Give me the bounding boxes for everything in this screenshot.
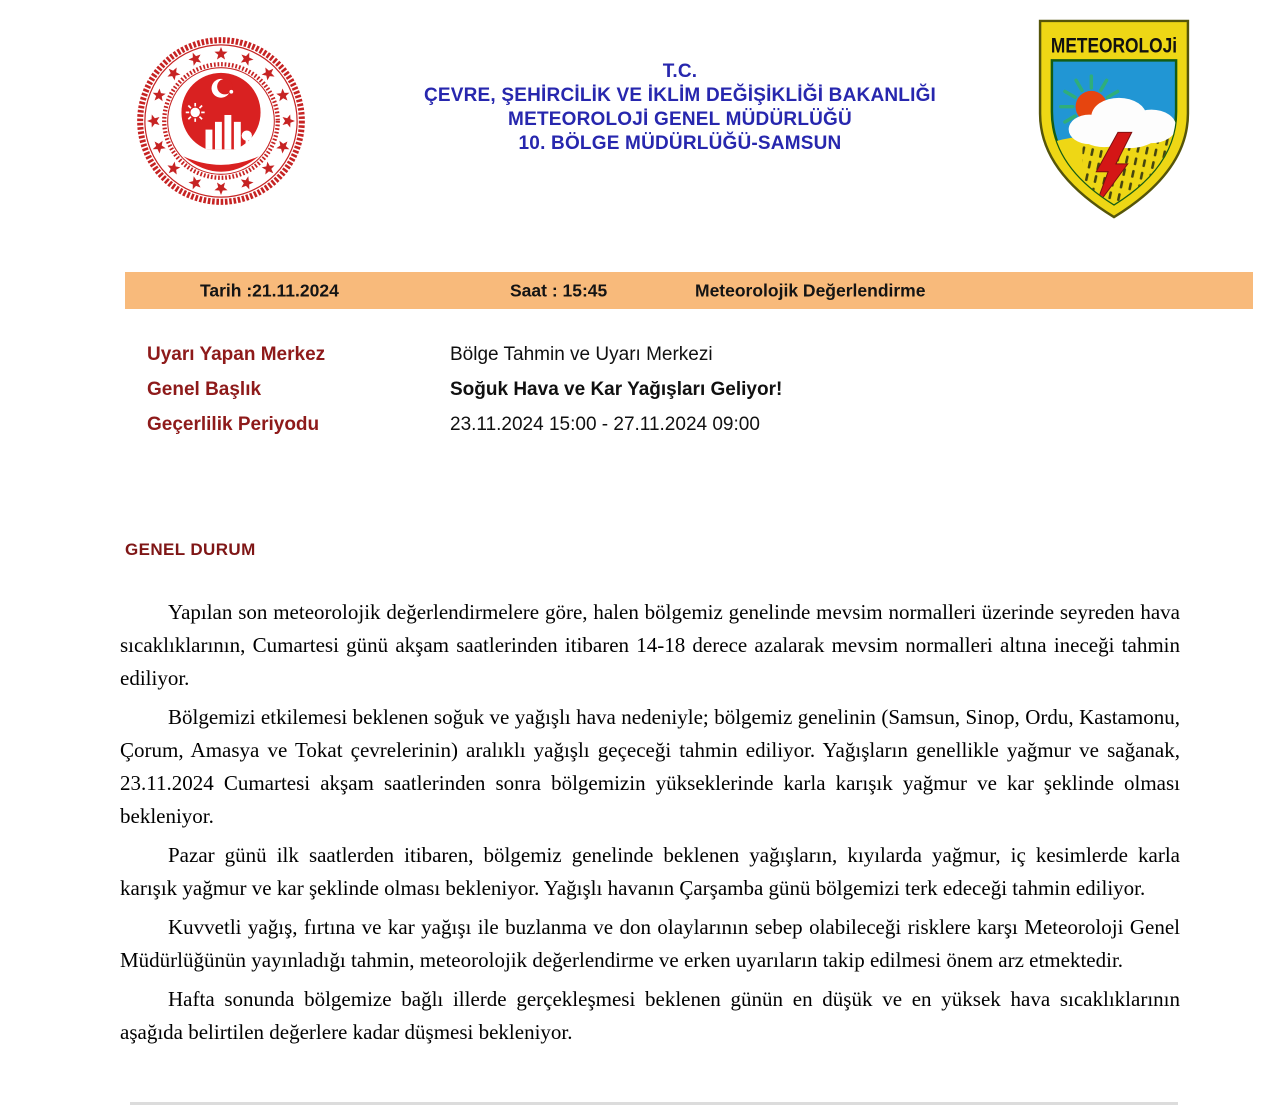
meteorology-shield-icon	[1035, 16, 1193, 228]
field-value-validity-period: 23.11.2024 15:00 - 27.11.2024 09:00	[450, 414, 760, 435]
body-text	[120, 596, 1180, 1055]
field-label-warning-center: Uyarı Yapan Merkez	[147, 344, 326, 365]
ministry-emblem-icon	[135, 25, 307, 222]
document-header-title	[300, 60, 1060, 156]
ministry-emblem-svg	[135, 25, 307, 217]
field-label-general-title: Genel Başlık	[147, 379, 262, 400]
table-top-edge	[130, 1102, 1178, 1105]
field-label-validity-period: Geçerlilik Periyodu	[147, 414, 320, 435]
title-line-directorate: METEOROLOJİ GENEL MÜDÜRLÜĞÜ	[508, 109, 852, 130]
title-line-ministry: ÇEVRE, ŞEHİRCİLİK VE İKLİM DEĞİŞİKLİĞİ BAKANLIĞI	[423, 85, 937, 106]
meteorology-shield-svg	[1035, 16, 1193, 223]
title-line-tc: T.C.	[662, 61, 698, 82]
paragraph-1: Yapılan son meteorolojik değerlendirmelere göre, halen bölgemiz genelinde mevsim normalleri üzerinde seyreden hava sıcaklıklarının, Cumartesi günü akşam saatlerinden itibaren 14-18 derece azalarak mevsim normalleri altına ineceği tahmin ediliyor.	[120, 600, 1180, 690]
paragraph-5: Hafta sonunda bölgemize bağlı illerde gerçekleşmesi beklenen günün en düşük ve en yüksek hava sıcaklıklarının aşağıda belirtilen değerlere kadar düşmesi bekleniyor.	[120, 987, 1180, 1044]
time-label: Saat : 15:45	[510, 280, 608, 300]
field-value-general-title: Soğuk Hava ve Kar Yağışları Geliyor!	[450, 379, 783, 400]
title-line-region: 10. BÖLGE MÜDÜRLÜĞÜ-SAMSUN	[518, 133, 842, 154]
info-bar	[125, 272, 1253, 309]
paragraph-3: Pazar günü ilk saatlerden itibaren, bölgemiz genelinde beklenen yağışların, kıyılarda yağmur, iç kesimlerde karla karışık yağmur ve kar şeklinde olması bekleniyor. Yağışlı havanın Çarşamba günü bölgemizi terk edeceği tahmin ediliyor.	[120, 843, 1180, 900]
assessment-type-label: Meteorolojik Değerlendirme	[695, 280, 926, 300]
paragraph-2: Bölgemizi etkilemesi beklenen soğuk ve yağışlı hava nedeniyle; bölgemiz genelinin (Samsun, Sinop, Ordu, Kastamonu, Çorum, Amasya ve Tokat çevrelerinin) aralıklı yağışlı geçeceği tahmin ediliyor. Yağışların genellikle yağmur ve sağanak, 23.11.2024 Cumartesi akşam saatlerinden sonra bölgemizin yükseklerinde karla karışık yağmur ve kar şeklinde olması bekleniyor.	[120, 705, 1180, 828]
section-heading-genel-durum: GENEL DURUM	[125, 540, 256, 559]
date-label: Tarih :21.11.2024	[200, 280, 339, 300]
field-value-warning-center: Bölge Tahmin ve Uyarı Merkezi	[450, 344, 713, 365]
paragraph-4: Kuvvetli yağış, fırtına ve kar yağışı ile buzlanma ve don olaylarının sebep olabileceği risklere karşı Meteoroloji Genel Müdürlüğünün yayınladığı tahmin, meteorolojik değerlendirme ve erken uyarıların takip edilmesi önem arz etmektedir.	[120, 915, 1180, 972]
meteorology-logo-text: METEOROLOJi	[1050, 32, 1178, 58]
